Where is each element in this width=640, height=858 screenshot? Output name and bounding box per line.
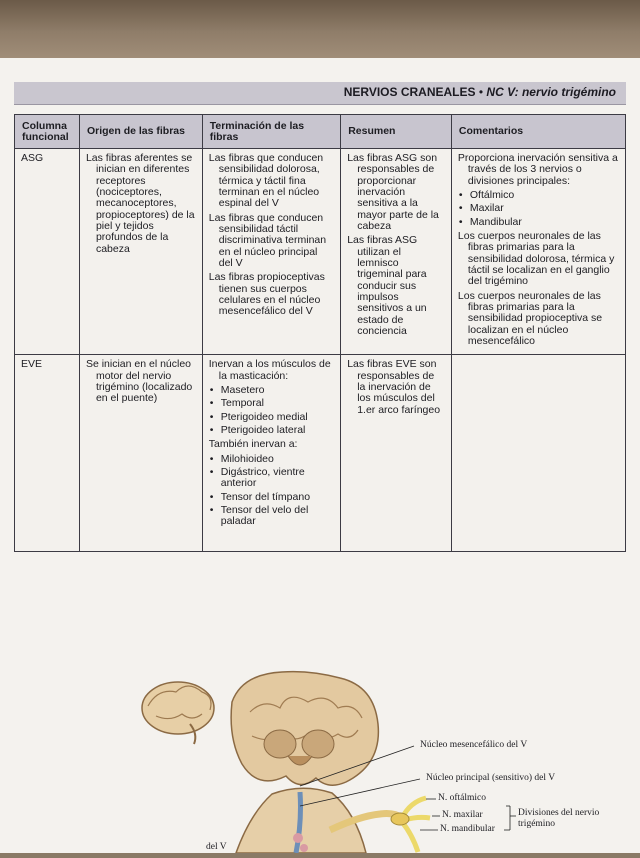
sagittal-brain-thumbnail — [142, 682, 214, 744]
header-text — [344, 85, 616, 99]
cell-comments — [451, 149, 625, 355]
cell-summary — [341, 149, 452, 355]
header-section: NERVIOS CRANEALES — [343, 85, 476, 99]
trigeminal-table — [14, 114, 626, 552]
list-item: • Pterigoideo medial — [209, 412, 334, 423]
cell-column: ASG — [15, 149, 80, 355]
comments-paragraph: Los cuerpos neuronales de las fibras primarias para la sensibilidad dolorosa, térmica y táctil se localizan en el ganglio del trigémino — [457, 229, 615, 288]
th-origen: Origen de las fibras — [79, 115, 202, 149]
table-row-asg — [15, 149, 626, 355]
cell-origin — [79, 149, 202, 355]
table-header-row — [15, 115, 626, 149]
list-item: • Oftálmico — [458, 190, 619, 201]
comments-intro: Proporciona inervación sensitiva a través de los 3 nervios o divisiones principales: — [457, 152, 618, 187]
label-bottom-partial: del V — [206, 842, 227, 852]
running-header — [14, 82, 626, 105]
cell-comments — [451, 355, 625, 552]
muscle-list-2 — [209, 454, 334, 528]
list-item: • Milohioideo — [209, 454, 334, 465]
origin-text: Las fibras aferentes se inician en diferentes receptores (nociceptores, mecanoceptores, propioceptores) de la piel y tejidos profundos de la cabeza — [85, 152, 195, 255]
list-item: • Tensor del tímpano — [209, 492, 334, 503]
label-divisions: Divisiones del nervio trigémino — [518, 808, 600, 829]
label-principal-nucleus: Núcleo principal (sensitivo) del V — [426, 773, 556, 783]
header-separator: • — [478, 85, 484, 99]
list-item: • Maxilar — [458, 203, 619, 214]
summary-paragraph: Las fibras ASG utilizan el lemnisco trigeminal para conducir sus impulsos sensitivos a un estado de conciencia — [347, 234, 427, 337]
th-comentarios: Comentarios — [451, 115, 625, 149]
th-columna: Columna funcional — [15, 115, 80, 149]
th-terminacion: Terminación de las fibras — [202, 115, 340, 149]
cell-column: EVE — [15, 355, 80, 552]
cell-summary — [341, 355, 452, 552]
termination-intro: Inervan a los músculos de la masticación: — [208, 358, 331, 382]
list-item: • Temporal — [209, 398, 334, 409]
label-mandibular: N. mandibular — [440, 824, 495, 834]
list-item: • Masetero — [209, 385, 334, 396]
comments-paragraph: Los cuerpos neuronales de las fibras primarias para la sensibilidad propioceptiva se localizan en el núcleo mesencefálico — [457, 289, 603, 347]
division-list — [458, 190, 619, 228]
cell-termination — [202, 355, 340, 552]
termination-paragraph: Las fibras propioceptivas tienen sus cuerpos celulares en el núcleo mesencefálico del V — [208, 271, 325, 318]
list-item: • Mandibular — [458, 217, 619, 228]
desk-surface — [0, 0, 640, 58]
th-resumen: Resumen — [341, 115, 452, 149]
book-page — [0, 58, 640, 853]
termination-paragraph: Las fibras que conducen sensibilidad táctil discriminativa terminan en el núcleo principal del V — [208, 211, 327, 269]
coronal-brain-section — [231, 672, 378, 786]
list-item: • Digástrico, vientre anterior — [209, 467, 334, 490]
table-row-eve — [15, 355, 626, 552]
label-mesencephalic-nucleus: Núcleo mesencefálico del V — [420, 740, 528, 750]
termination-also: También inervan a: — [208, 438, 298, 451]
list-item: • Pterigoideo lateral — [209, 425, 334, 436]
label-ophthalmic: N. oftálmico — [438, 793, 487, 803]
cell-origin — [79, 355, 202, 552]
trigeminal-figure — [0, 616, 640, 853]
label-maxillary: N. maxilar — [442, 810, 483, 820]
origin-text: Se inician en el núcleo motor del nervio trigémino (localizado en el puente) — [85, 358, 193, 405]
summary-paragraph: Las fibras EVE son responsables de la inervación de los músculos del 1.er arco faríngeo — [347, 358, 441, 416]
header-subsection: NC V: nervio trigémino — [486, 85, 616, 99]
list-item: • Tensor del velo del paladar — [209, 505, 334, 528]
summary-paragraph: Las fibras ASG son responsables de proporcionar inervación sensitiva a la mayor parte de la cabeza — [347, 152, 439, 232]
cell-termination — [202, 149, 340, 355]
muscle-list — [209, 385, 334, 436]
termination-paragraph: Las fibras que conducen sensibilidad dolorosa, térmica y táctil fina terminan en el núcleo espinal del V — [208, 152, 324, 210]
